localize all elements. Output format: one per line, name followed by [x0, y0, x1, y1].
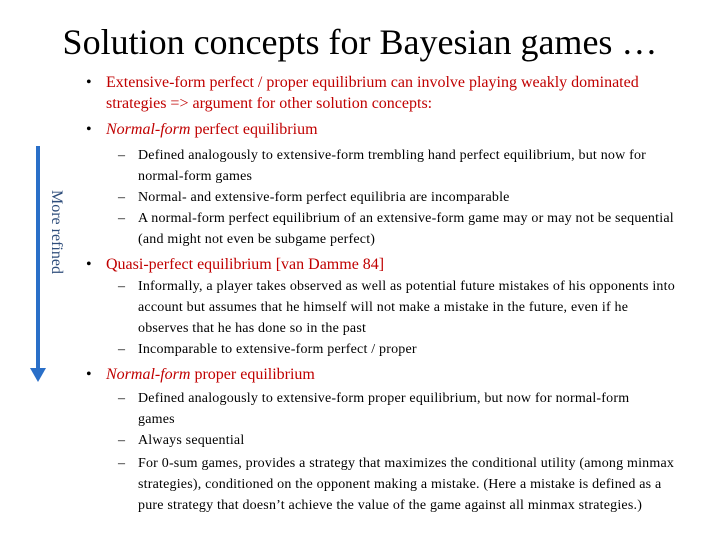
bullet-2-rest: perfect equilibrium — [190, 121, 318, 138]
bullet-2-heading — [106, 119, 318, 140]
bullet-3-sub-2: Incomparable to extensive-form perfect / proper — [138, 342, 417, 357]
bullet-4-sub-3: For 0-sum games, provides a strategy that maximizes the conditional utility (among minmax strategies), conditioned on the opponent making a mistake. (Here a mistake is defined as a pure strategy that doesn’t achieve the value of the game against all minmax strategies.) — [138, 456, 675, 513]
bullet-4-heading — [106, 364, 315, 385]
dash-marker: – — [118, 190, 125, 205]
dash-marker: – — [118, 456, 125, 471]
side-label: More refined — [48, 190, 65, 274]
bullet-2-sub-1: Defined analogously to extensive-form trembling hand perfect equilibrium, but now for normal-form games — [138, 148, 647, 184]
bullet-3-sub-1: Informally, a player takes observed as well as potential future mistakes of his opponents into account but assumes that he himself will not make a mistake in the future, even if he observes that he has done so in the past — [138, 279, 675, 336]
bullet-2-italic: Normal-form — [106, 121, 191, 138]
slide-title: Solution concepts for Bayesian games … — [62, 22, 658, 62]
dash-marker: – — [118, 211, 125, 226]
bullet-4-sub-1: Defined analogously to extensive-form proper equilibrium, but now for normal-form games — [138, 391, 630, 427]
bullet-2-sub-2: Normal- and extensive-form perfect equilibria are incomparable — [138, 190, 510, 205]
bullet-marker: • — [86, 121, 92, 138]
arrow-down-icon — [30, 368, 46, 382]
bullet-marker: • — [86, 74, 92, 91]
bullet-1-text: Extensive-form perfect / proper equilibrium can involve playing weakly dominated strategies => argument for other solution concepts: — [106, 74, 639, 112]
dash-marker: – — [118, 342, 125, 357]
bullet-4-sub-2: Always sequential — [138, 433, 245, 448]
dash-marker: – — [118, 391, 125, 406]
bullet-3-heading: Quasi-perfect equilibrium [van Damme 84] — [106, 256, 385, 273]
dash-marker: – — [118, 148, 125, 163]
bullet-marker: • — [86, 366, 92, 383]
dash-marker: – — [118, 433, 125, 448]
dash-marker: – — [118, 279, 125, 294]
refinement-arrow-shaft — [36, 146, 40, 372]
bullet-2-sub-3: A normal-form perfect equilibrium of an extensive-form game may or may not be sequential (and might not even be subgame perfect) — [138, 211, 674, 247]
bullet-marker: • — [86, 256, 92, 273]
bullet-4-italic: Normal-form — [106, 366, 191, 383]
bullet-4-rest: proper equilibrium — [190, 366, 315, 383]
